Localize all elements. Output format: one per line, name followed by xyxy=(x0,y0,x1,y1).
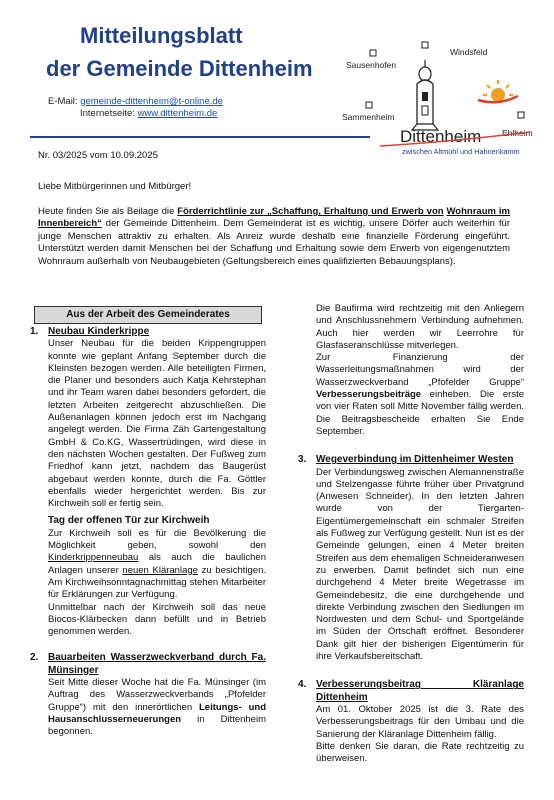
map-marker-windsfeld xyxy=(422,42,428,48)
left-column xyxy=(30,326,266,739)
website-label: Internetseite: xyxy=(80,108,135,119)
item-1-subheading: Tag der offenen Tür zur Kirchweih xyxy=(48,515,210,527)
intro-highlight-1: Förderrichtlinie zur „Schaffung, Erhaltung und Erwerb von xyxy=(177,206,444,217)
municipality-logo xyxy=(340,40,545,158)
item-2-heading: Bauarbeiten Wasserzweckverband durch Fa. Münsinger xyxy=(48,652,266,676)
item-4-paragraph-1: Am 01. Oktober 2025 ist die 3. Rate des Verbesserungsbeitrags für den Umbau und die Sanierung der Kläranlage Dittenheim fällig. xyxy=(316,703,524,740)
website-line xyxy=(80,108,217,119)
item-4-paragraph-2: Bitte denken Sie daran, die Rate rechtzeitig zu überweisen. xyxy=(316,740,524,765)
sun-icon xyxy=(478,80,518,102)
item-2-paragraph-3: Zur Finanzierung der Wasserleitungsmaßnahmen wird der Wasserzweckverband „Pfofelder Gruppe“ Verbesserungsbeiträge einheben. Die erste von vier Raten soll Mitte November fällig werden. Die Beitragsbescheide erhalten Sie Ende September. xyxy=(316,352,524,437)
item-1-number: 1. xyxy=(30,326,39,337)
section-title: Aus der Arbeit des Gemeinderates xyxy=(34,306,262,324)
map-marker-ehlheim xyxy=(518,112,524,118)
item-2-number: 2. xyxy=(30,652,39,664)
email-line xyxy=(48,96,223,107)
item-1-heading: Neubau Kinderkrippe xyxy=(48,326,150,337)
greeting: Liebe Mitbürgerinnen und Mitbürger! xyxy=(38,181,192,192)
logo-tagline: zwischen Altmühl und Hahnenkamm xyxy=(402,147,520,156)
place-sausenhofen: Sausenhofen xyxy=(346,60,397,70)
intro-text-start: Heute finden Sie als Beilage die xyxy=(38,206,178,217)
newsletter-title: Mitteilungsblatt xyxy=(80,23,243,48)
email-label: E-Mail: xyxy=(48,96,78,107)
issue-number: Nr. 03/2025 vom 10.09.2025 xyxy=(38,150,158,161)
map-marker-sammenheim xyxy=(366,102,372,108)
newsletter-subtitle: der Gemeinde Dittenheim xyxy=(46,56,313,81)
item-1-paragraph-2: Zur Kirchweih soll es für die Bevölkerung die Möglichkeit geben, sowohl den Kinderkrippenneubau als auch die baulichen Anlagen unserer neuen Kläranlage zu besichtigen. Am Kirchweihsonntagnachmittag stehen Mitarbeiter für Erklärungen zur Verfügung. xyxy=(48,527,267,601)
item-2-paragraph-1: Seit Mitte dieser Woche hat die Fa. Münsinger (im Auftrag des Wasserzweckverbands „Pfofelder Gruppe“) mit den innerörtlichen Leitungs- und Hausanschlusserneuerungen in Dittenheim begonnen. xyxy=(48,677,266,738)
place-ehlheim: Ehlheim xyxy=(502,128,533,138)
item-1-paragraph-1: Unser Neubau für die beiden Krippengruppen konnte wie geplant Anfang September durch die Kleinsten bezogen werden. Alle beteiligten Firmen, die Planer und besonders auch Katja Kehrstephan und ihr Team waren dabei besonders gefordert, die letzten Arbeiten zeitgerecht abzuschließen. Die Außenanlagen können jedoch erst im Nachgang angelegt werden. Die Firma Zäh Gartengestaltung GmbH & Co.KG, Wassertrüdingen, wird diese in den nächsten Wochen gestalten. Der Fußweg zum Friedhof kann jetzt, nachdem das Baugerüst abgebaut werden konnte, durch die Fa. Göttler ebenfalls wieder hergerichtet werden. Bis zur Kirchweih soll er fertig sein. xyxy=(48,338,266,510)
place-windsfeld: Windsfeld xyxy=(450,47,488,57)
item-3-number: 3. xyxy=(298,454,307,466)
item-2-paragraph-2: Die Baufirma wird rechtzeitig mit den Anliegern und Anschlussnehmern Verbindung aufnehmen. Auch hier werden wir Leerrohre für Glasfaseranschlüsse mitverlegen. xyxy=(316,303,524,351)
church-tower-icon xyxy=(412,60,438,130)
klaeranlage-link-text: neuen Kläranlage xyxy=(122,564,198,576)
item-1-paragraph-3: Unmittelbar nach der Kirchweih soll das neue Biocos-Klärbecken dann befüllt und in Betrieb genommen werden. xyxy=(48,601,266,638)
item-3-paragraph-1: Der Verbindungsweg zwischen Alemannenstraße und Stelzengasse führte früher über Privatgrund (Anwesen Schneider). In den letzten Jahren wurde von der Tiergarten-Eigentümergemeinschaft ein schmaler Streifen als Fußweg zur Verfügung gestellt. Nun ist es der Gemeinde gelungen, einen 4 Meter breiten Streifen aus dem ehemaligen Schneideranwesen zu erwerben. Damit befindet sich nun eine durchgehend 4 Meter breite Wegetrasse im Gemeindebesitz, die eine durchgehende und direkte Verbindung zwischen den Siedlungen im Nordwesten und dem Schul- und Sportgelände im Süden der Ortschaft eröffnet. Besonderer Dank gilt hier der bisherigen Eigentümerin für ihre Verkaufsbereitschaft. xyxy=(316,466,524,663)
header-divider xyxy=(30,136,370,138)
intro-highlight-2: Wohnraum im Innenbereich“ xyxy=(38,206,510,230)
place-sammenheim: Sammenheim xyxy=(342,112,395,122)
kinderkrippe-link-text: Kinderkrippenneubau xyxy=(48,552,139,564)
logo-name: Dittenheim xyxy=(400,127,482,146)
item-4-heading: Verbesserungsbeitrag Kläranlage Dittenheim xyxy=(316,679,524,703)
email-link[interactable]: gemeinde-dittenheim@t-online.de xyxy=(80,96,223,107)
right-column xyxy=(298,303,524,765)
intro-text-rest: der Gemeinde Dittenheim. Dem Gemeinderat ist es wichtig, unsere Dörfer auch weiterhin für junge Menschen attraktiv zu erhalten. Als Anreiz wurde deshalb eine finanzielle Förderung eingeführt. Unterstützt werden damit Menschen bei der Schaffung und Erhaltung sowie dem Erwerb von eigengenutztem Wohnraum außerhalb von Neubaugebieten (Geltungsbereich eines qualifizierten Bebauungsplans). xyxy=(38,218,510,267)
item-4-number: 4. xyxy=(298,679,307,691)
website-link[interactable]: www.dittenheim.de xyxy=(137,108,218,119)
item-3-heading: Wegeverbindung im Dittenheimer Westen xyxy=(316,454,514,466)
intro-paragraph xyxy=(38,206,510,268)
map-marker-sausenhofen xyxy=(370,50,376,56)
